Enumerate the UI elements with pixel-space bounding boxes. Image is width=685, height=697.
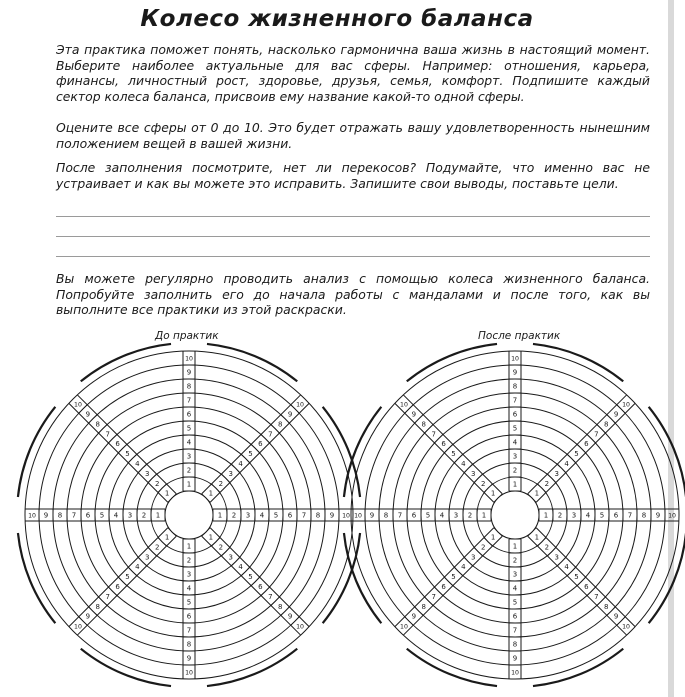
scale-number: 8 — [186, 640, 192, 649]
scale-number: 7 — [594, 430, 599, 439]
after-paragraph: После заполнения посмотрите, нет ли перекосов? Подумайте, что именно вас не устраивает и как вы можете это исправить. Запишите свои выводы, поставьте цели. — [56, 160, 650, 191]
scale-number: 1 — [186, 542, 192, 551]
scale-number: 7 — [431, 430, 436, 439]
scale-number: 1 — [490, 533, 496, 542]
scale-number: 1 — [512, 542, 518, 551]
scale-number: 1 — [543, 511, 549, 520]
scale-number: 1 — [164, 533, 170, 542]
scale-number: 10 — [400, 401, 408, 409]
scale-number: 7 — [512, 626, 518, 635]
scale-number: 6 — [613, 511, 619, 520]
scale-number: 3 — [471, 553, 476, 562]
wheel-center — [491, 491, 539, 539]
scale-number: 9 — [43, 511, 49, 520]
scale-number: 9 — [512, 654, 518, 663]
scale-number: 1 — [186, 480, 192, 489]
scale-number: 6 — [441, 583, 446, 592]
writing-line[interactable] — [56, 256, 650, 257]
wheel-spoke — [351, 509, 491, 521]
scale-number: 9 — [369, 511, 375, 520]
scale-number: 1 — [490, 489, 496, 498]
scale-number: 7 — [594, 592, 599, 601]
scale-number: 9 — [512, 368, 518, 377]
scale-number: 3 — [145, 553, 150, 562]
scale-number: 1 — [512, 480, 518, 489]
intro-paragraph: Эта практика поможет понять, насколько гармонична ваша жизнь в настоящий момент. Выберите наиболее актуальные для вас сферы. Например: отношения, карьера, финансы, личностный рост, здоровье, друзья, семья, комфорт. Подпишите каждый сектор колеса баланса, присвоив ему название какой-то одной сферы. — [56, 42, 650, 104]
scale-number: 6 — [584, 440, 589, 449]
balance-wheel-before[interactable] — [19, 345, 359, 690]
scale-number: 2 — [512, 556, 518, 565]
scale-number: 8 — [383, 511, 389, 520]
rating-paragraph: Оцените все сферы от 0 до 10. Это будет отражать вашу удовлетворенность нынешним положением вещей в вашей жизни. — [56, 120, 650, 151]
wheel-spoke — [183, 539, 195, 679]
scale-number: 6 — [186, 410, 192, 419]
scale-number: 10 — [511, 669, 519, 677]
scale-number: 2 — [557, 511, 563, 520]
wheel-spoke — [509, 351, 521, 491]
scale-number: 1 — [164, 489, 170, 498]
scale-number: 5 — [125, 573, 130, 582]
scale-number: 4 — [238, 459, 243, 468]
scale-number: 7 — [186, 396, 192, 405]
before-wheel-label: До практик — [155, 330, 219, 342]
scale-number: 5 — [574, 450, 579, 459]
scale-number: 8 — [603, 602, 609, 611]
scale-number: 10 — [74, 623, 82, 631]
scale-number: 1 — [208, 489, 214, 498]
scale-number: 10 — [622, 401, 630, 409]
scale-number: 5 — [425, 511, 431, 520]
scale-number: 8 — [512, 382, 518, 391]
scale-number: 10 — [185, 669, 193, 677]
sector-outer-arc — [344, 407, 381, 497]
scale-number: 6 — [411, 511, 417, 520]
scale-number: 10 — [74, 401, 82, 409]
scale-number: 10 — [622, 623, 630, 631]
scale-number: 3 — [245, 511, 251, 520]
scale-number: 4 — [564, 563, 569, 572]
scale-number: 3 — [228, 553, 233, 562]
scale-number: 2 — [186, 556, 192, 565]
wheel-spoke — [539, 509, 679, 521]
scale-number: 6 — [115, 440, 120, 449]
scale-number: 2 — [186, 466, 192, 475]
scale-number: 5 — [599, 511, 605, 520]
scale-number: 3 — [512, 570, 518, 579]
scale-number: 10 — [296, 401, 304, 409]
scale-number: 3 — [554, 553, 559, 562]
scale-number: 5 — [512, 598, 518, 607]
scale-number: 9 — [411, 410, 417, 419]
scale-number: 2 — [480, 479, 486, 488]
scale-number: 8 — [277, 602, 283, 611]
scale-number: 5 — [186, 424, 192, 433]
scale-number: 9 — [186, 654, 192, 663]
scale-number: 9 — [85, 410, 91, 419]
scale-number: 4 — [439, 511, 445, 520]
scale-number: 3 — [186, 570, 192, 579]
scale-number: 3 — [186, 452, 192, 461]
scale-number: 8 — [603, 420, 609, 429]
sector-outer-arc — [407, 649, 497, 686]
scale-number: 10 — [668, 512, 676, 520]
scale-number: 1 — [534, 533, 540, 542]
scale-number: 4 — [113, 511, 119, 520]
scale-number: 7 — [186, 626, 192, 635]
sector-outer-arc — [18, 407, 55, 497]
scale-number: 6 — [512, 410, 518, 419]
scale-number: 8 — [421, 420, 427, 429]
writing-line[interactable] — [56, 236, 650, 237]
scale-number: 9 — [411, 612, 417, 621]
scale-number: 8 — [95, 420, 101, 429]
scale-number: 6 — [258, 583, 263, 592]
scale-number: 10 — [28, 512, 36, 520]
sector-outer-arc — [533, 344, 623, 381]
scale-number: 6 — [512, 612, 518, 621]
sector-outer-arc — [18, 533, 55, 623]
scale-number: 2 — [141, 511, 147, 520]
scale-number: 10 — [296, 623, 304, 631]
scale-number: 4 — [461, 563, 466, 572]
sector-outer-arc — [81, 649, 171, 686]
scale-number: 6 — [258, 440, 263, 449]
scale-number: 5 — [451, 573, 456, 582]
scale-number: 7 — [431, 592, 436, 601]
scale-number: 9 — [613, 612, 619, 621]
wheel-spoke — [183, 351, 195, 491]
scale-number: 1 — [217, 511, 223, 520]
scale-number: 8 — [512, 640, 518, 649]
scale-number: 2 — [512, 466, 518, 475]
scale-number: 4 — [564, 459, 569, 468]
scale-number: 4 — [135, 459, 140, 468]
wheel-spoke — [509, 539, 521, 679]
scale-number: 7 — [301, 511, 307, 520]
scale-number: 3 — [512, 452, 518, 461]
scale-number: 2 — [218, 479, 224, 488]
scale-number: 6 — [287, 511, 293, 520]
scale-number: 4 — [512, 584, 518, 593]
scale-number: 7 — [268, 430, 273, 439]
wheel-spoke — [213, 509, 353, 521]
scale-number: 5 — [273, 511, 279, 520]
scale-number: 4 — [461, 459, 466, 468]
page-title: Колесо жизненного баланса — [140, 6, 534, 32]
scale-number: 2 — [218, 543, 224, 552]
scale-number: 9 — [613, 410, 619, 419]
scale-number: 10 — [511, 355, 519, 363]
scale-number: 8 — [95, 602, 101, 611]
wheel-spoke — [25, 509, 165, 521]
scale-number: 5 — [512, 424, 518, 433]
scale-number: 6 — [186, 612, 192, 621]
scale-number: 9 — [85, 612, 91, 621]
scale-number: 3 — [471, 469, 476, 478]
scale-number: 3 — [571, 511, 577, 520]
scale-number: 9 — [186, 368, 192, 377]
regular-paragraph: Вы можете регулярно проводить анализ с помощью колеса жизненного баланса. Попробуйте заполнить его до начала работы с мандалами и после того, как вы выполните все практики из этой раскраски. — [56, 271, 650, 318]
scale-number: 8 — [641, 511, 647, 520]
scale-number: 5 — [125, 450, 130, 459]
scale-number: 2 — [544, 479, 550, 488]
scale-number: 5 — [451, 450, 456, 459]
balance-wheel-after[interactable] — [345, 345, 685, 690]
scale-number: 7 — [268, 592, 273, 601]
after-wheel-label: После практик — [478, 330, 561, 342]
scale-number: 7 — [627, 511, 633, 520]
scale-number: 2 — [480, 543, 486, 552]
scale-number: 10 — [185, 355, 193, 363]
sector-outer-arc — [207, 649, 297, 686]
scale-number: 8 — [186, 382, 192, 391]
scale-number: 3 — [554, 469, 559, 478]
scale-number: 2 — [231, 511, 237, 520]
scale-number: 6 — [85, 511, 91, 520]
scale-number: 1 — [481, 511, 487, 520]
scale-number: 7 — [105, 592, 110, 601]
wheel-center — [165, 491, 213, 539]
scale-number: 5 — [248, 450, 253, 459]
scale-number: 2 — [467, 511, 473, 520]
scale-number: 6 — [441, 440, 446, 449]
sector-outer-arc — [207, 344, 297, 381]
sector-outer-arc — [344, 533, 381, 623]
scale-number: 9 — [655, 511, 661, 520]
sector-outer-arc — [81, 344, 171, 381]
scale-number: 4 — [135, 563, 140, 572]
scale-number: 5 — [186, 598, 192, 607]
scale-number: 10 — [354, 512, 362, 520]
scale-number: 3 — [453, 511, 459, 520]
scale-number: 4 — [186, 584, 192, 593]
scale-number: 3 — [127, 511, 133, 520]
scale-number: 8 — [421, 602, 427, 611]
writing-line[interactable] — [56, 216, 650, 217]
scale-number: 5 — [248, 573, 253, 582]
scale-number: 4 — [512, 438, 518, 447]
scale-number: 3 — [145, 469, 150, 478]
scale-number: 10 — [342, 512, 350, 520]
scale-number: 9 — [329, 511, 335, 520]
scale-number: 7 — [71, 511, 77, 520]
scale-number: 8 — [277, 420, 283, 429]
scale-number: 7 — [397, 511, 403, 520]
scale-number: 4 — [585, 511, 591, 520]
scale-number: 1 — [534, 489, 540, 498]
scale-number: 8 — [315, 511, 321, 520]
scale-number: 4 — [238, 563, 243, 572]
scale-number: 2 — [154, 479, 160, 488]
scale-number: 7 — [512, 396, 518, 405]
scale-number: 5 — [99, 511, 105, 520]
scale-number: 6 — [115, 583, 120, 592]
scale-number: 10 — [400, 623, 408, 631]
scale-number: 9 — [287, 612, 293, 621]
scale-number: 8 — [57, 511, 63, 520]
scale-number: 5 — [574, 573, 579, 582]
sector-outer-arc — [533, 649, 623, 686]
scale-number: 1 — [155, 511, 161, 520]
scale-number: 1 — [208, 533, 214, 542]
scale-number: 6 — [584, 583, 589, 592]
scale-number: 2 — [154, 543, 160, 552]
scale-number: 4 — [186, 438, 192, 447]
scale-number: 4 — [259, 511, 265, 520]
scale-number: 7 — [105, 430, 110, 439]
sector-outer-arc — [407, 344, 497, 381]
scale-number: 2 — [544, 543, 550, 552]
scale-number: 9 — [287, 410, 293, 419]
scale-number: 3 — [228, 469, 233, 478]
